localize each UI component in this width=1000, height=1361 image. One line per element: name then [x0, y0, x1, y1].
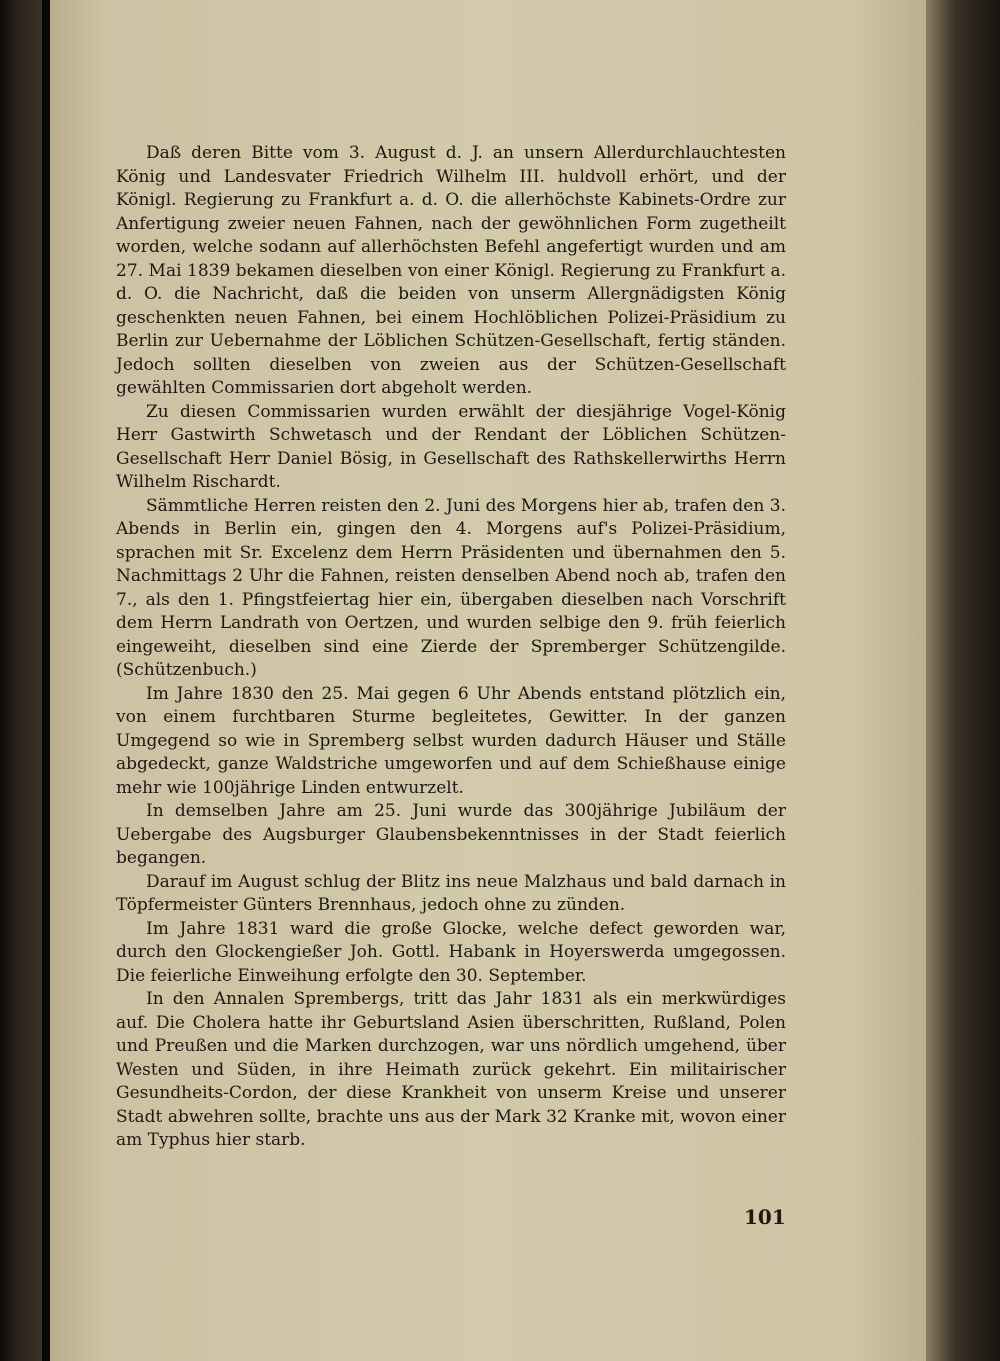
page-body-text	[116, 142, 786, 1153]
paragraph: Darauf im August schlug der Blitz ins neue Malzhaus und bald darnach in Töpfermeister Günters Brennhaus, jedoch ohne zu zünden.	[116, 871, 786, 915]
paragraph: Zu diesen Commissarien wurden erwählt der diesjährige Vogel-König Herr Gastwirth Schwetasch und der Rendant der Löblichen Schützen-Gesellschaft Herr Daniel Bösig, in Gesellschaft des Rathskellerwirths Herrn Wilhelm Rischardt.	[116, 401, 786, 492]
paragraph: Sämmtliche Herren reisten den 2. Juni des Morgens hier ab, trafen den 3. Abends in Berlin ein, gingen den 4. Morgens auf's Polizei-Präsidium, sprachen mit Sr. Excelenz dem Herrn Präsidenten und übernahmen den 5. Nachmittags 2 Uhr die Fahnen, reisten denselben Abend noch ab, trafen den 7., als den 1. Pfingstfeiertag hier ein, übergaben dieselben nach Vorschrift dem Herrn Landrath von Oertzen, und wurden selbige den 9. früh feierlich eingeweiht, dieselben sind eine Zierde der Spremberger Schützengilde. (Schützenbuch.)	[116, 495, 786, 680]
paragraph: Im Jahre 1831 ward die große Glocke, welche defect geworden war, durch den Glockengießer Joh. Gottl. Habank in Hoyerswerda umgegossen. Die feierliche Einweihung erfolgte den 30. September.	[116, 918, 786, 986]
paragraph: Daß deren Bitte vom 3. August d. J. an unsern Allerdurchlauchtesten König und Landesvater Friedrich Wilhelm III. huldvoll erhört, und der Königl. Regierung zu Frankfurt a. d. O. die allerhöchste Kabinets-Ordre zur Anfertigung zweier neuen Fahnen, nach der gewöhnlichen Form zugetheilt worden, welche sodann auf allerhöchsten Befehl angefertigt wurden und am 27. Mai 1839 bekamen dieselben von einer Königl. Regierung zu Frankfurt a. d. O. die Nachricht, daß die beiden von unserm Allergnädigsten König geschenkten neuen Fahnen, bei einem Hochlöblichen Polizei-Präsidium zu Berlin zur Uebernahme der Löblichen Schützen-Gesellschaft, fertig ständen. Jedoch sollten dieselben von zweien aus der Schützen-Gesellschaft gewählten Commissarien dort abgeholt werden.	[116, 143, 786, 398]
page-number: 101	[744, 1205, 786, 1229]
page-edge	[926, 0, 1000, 1361]
book-gutter	[0, 0, 42, 1361]
paragraph: In demselben Jahre am 25. Juni wurde das 300jährige Jubiläum der Uebergabe des Augsburger Glaubensbekenntnisses in der Stadt feierlich begangen.	[116, 801, 786, 868]
paragraph: In den Annalen Sprembergs, tritt das Jahr 1831 als ein merkwürdiges auf. Die Cholera hatte ihr Geburtsland Asien überschritten, Rußland, Polen und Preußen und die Marken durchzogen, war uns nördlich umgehend, über Westen und Süden, in ihre Heimath zurück gekehrt. Ein militairischer Gesundheits-Cordon, der diese Krankheit von unserm Kreise und unserer Stadt abwehren sollte, brachte uns aus der Mark 32 Kranke mit, wovon einer am Typhus hier starb.	[116, 989, 786, 1150]
paragraph: Im Jahre 1830 den 25. Mai gegen 6 Uhr Abends entstand plötzlich ein, von einem furchtbaren Sturme begleitetes, Gewitter. In der ganzen Umgegend so wie in Spremberg selbst wurden dadurch Häuser und Ställe abgedeckt, ganze Waldstriche umgeworfen und auf dem Schießhause einige mehr wie 100jährige Linden entwurzelt.	[116, 683, 786, 798]
